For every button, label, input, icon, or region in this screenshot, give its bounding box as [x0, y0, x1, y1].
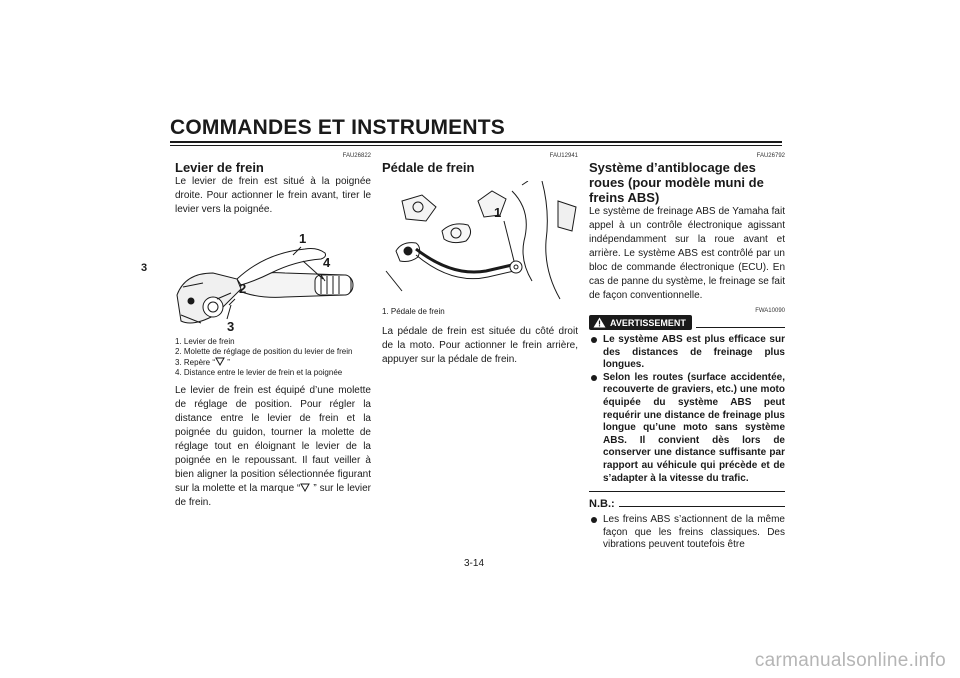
warning-rule: [696, 327, 785, 328]
section-code: FAU12941: [549, 153, 578, 159]
section-heading: Pédale de frein: [382, 160, 475, 175]
warning-item: Selon les routes (surface accidentée, recouverte de graviers, etc.) une moto équipée du système ABS peut requérir une distance de freinage plus longue qu’une moto sans système ABS. Il convient dès lors de conserver une distance suffisante par rapport au véhicule qui précède et de s’adapter à la vitesse du trafic.: [589, 372, 785, 485]
brake-pedal-illustration: [382, 181, 578, 303]
watermark: carmanualsonline.info: [754, 650, 946, 671]
brake-lever-figure: [175, 223, 371, 333]
nb-item: Les freins ABS s’actionnent de la même façon que les freins classiques. Des vibrations peuvent toutefois être: [589, 514, 785, 552]
body-text: Le levier de frein est équipé d’une molette de réglage de position. Pour régler la distance entre le levier de frein et la poignée du guidon, tourner la molette de réglage tout en éloignant le levier de la poignée en le repoussant. Il faut veiller à bien aligner la position sélectionnée figurant sur la molette et la marque “: [175, 385, 371, 494]
callout-1: 1: [494, 205, 502, 220]
brake-lever-illustration: [175, 223, 371, 333]
section-body: Le système de freinage ABS de Yamaha fait appel à un contrôle électronique agissant indépendamment sur la roue avant et arrière. Le système ABS est contrôlé par un bloc de commande électronique (ECU). En cas de panne du système, le freinage se fait de façon conventionnelle.: [589, 206, 785, 301]
callout-4: 4: [323, 255, 331, 270]
warning-badge: [589, 315, 692, 330]
header-rule-thick: [170, 141, 782, 143]
page-title: COMMANDES ET INSTRUMENTS: [170, 116, 505, 139]
section-abs: [589, 152, 785, 552]
brake-pedal-caption: 1. Pédale de frein: [382, 307, 445, 316]
section-brake-lever: [175, 152, 371, 510]
triangle-mark-icon: [215, 357, 225, 366]
section-body: [175, 384, 371, 510]
triangle-mark-icon: [300, 483, 310, 492]
caption-item: 1. Levier de frein: [175, 337, 235, 346]
warning-code: FWA10090: [755, 308, 785, 314]
nb-label: N.B.:: [589, 498, 615, 511]
caption-text: ”: [225, 358, 230, 367]
caption-text: 3. Repère “: [175, 358, 216, 367]
body-text: ” sur le levier de frein.: [175, 483, 371, 508]
caption-item: 4. Distance entre le levier de frein et la poignée: [175, 368, 343, 377]
caption-item: 2. Molette de réglage de position du levier de frein: [175, 347, 353, 356]
brake-pedal-figure: [382, 181, 578, 303]
page-header: [170, 116, 782, 140]
brake-lever-caption-list: [175, 337, 371, 378]
warning-triangle-icon: [593, 317, 606, 328]
section-heading: Système d’antiblocage des roues (pour modèle muni de freins ABS): [589, 160, 764, 205]
chapter-tab: 3: [141, 262, 148, 274]
nb-header: [589, 498, 785, 510]
warning-end-rule: [589, 491, 785, 492]
section-code: FAU26792: [756, 153, 785, 159]
nb-rule: [619, 506, 785, 507]
section-code: FAU26822: [342, 153, 371, 159]
page-number: 3-14: [464, 558, 485, 569]
callout-1: 1: [299, 231, 307, 246]
warning-label: AVERTISSEMENT: [610, 317, 686, 328]
warning-header: [589, 315, 785, 330]
section-heading: Levier de frein: [175, 160, 264, 175]
nb-list: [589, 514, 785, 552]
header-rule-thin: [170, 145, 782, 146]
section-intro: Le levier de frein est situé à la poignée droite. Pour actionner le frein avant, tirer le levier vers la poignée.: [175, 176, 371, 215]
warning-item: Le système ABS est plus efficace sur des distances de freinage plus longues.: [589, 334, 785, 372]
section-body: La pédale de frein est située du côté droit de la moto. Pour actionner le frein arrière, appuyer sur la pédale de frein.: [382, 326, 578, 365]
caption-item: [175, 357, 371, 368]
callout-3: 3: [227, 319, 235, 333]
callout-2: 2: [239, 281, 247, 296]
section-brake-pedal: [382, 152, 578, 367]
warning-list: [589, 334, 785, 485]
